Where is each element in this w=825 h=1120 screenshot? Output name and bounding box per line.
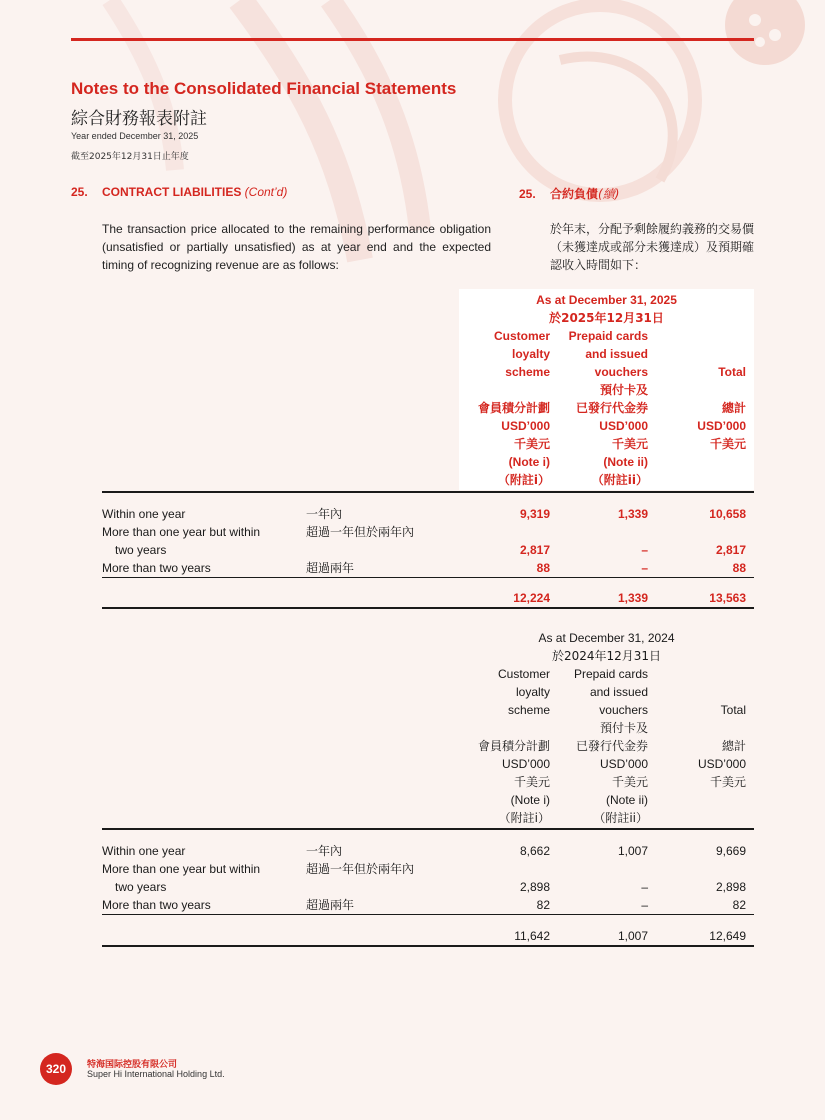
t25-col1-note: (Note i) (508, 455, 550, 469)
t24-col2-l2: and issued (589, 685, 648, 699)
t25-col2-note-cn: （附註ii） (591, 473, 648, 487)
t25-row1-label-cn: 一年內 (306, 507, 343, 521)
t24-col2-cn: 已發行代金券 (575, 739, 648, 753)
footer-company-cn: 特海国际控股有限公司 (87, 1060, 178, 1070)
t25-col1-l3: scheme (505, 365, 550, 379)
t24-col2-note-cn: （附註ii） (593, 811, 648, 825)
t25-total-rule (102, 607, 754, 609)
t24-total-v3: 12,649 (709, 929, 746, 943)
t24-subtotal-rule (102, 914, 754, 915)
t25-col1-note-cn: （附註i） (497, 473, 550, 487)
t24-col1-l2: loyalty (515, 685, 550, 699)
t24-total-v2: 1,007 (617, 929, 648, 943)
t25-row1-label-en: Within one year (102, 507, 186, 521)
t24-row3-label-cn: 超過兩年 (306, 898, 355, 912)
t24-row2-v2: – (641, 880, 648, 894)
t25-row3-v1: 88 (536, 561, 550, 575)
t25-row1-v2: 1,339 (617, 507, 648, 521)
t25-col2-cn: 已發行代金券 (575, 401, 648, 415)
t25-col2-l1: Prepaid cards (568, 329, 648, 343)
t25-col2-l3: vouchers (594, 365, 648, 379)
section-contd-cn: (續) (598, 187, 620, 201)
page-title-en: Notes to the Consolidated Financial Statements (71, 79, 457, 98)
t24-col2-note: (Note ii) (605, 793, 648, 807)
t24-row1-label-en: Within one year (102, 844, 186, 858)
t25-col2-unit: USD’000 (599, 419, 648, 433)
t24-row1-v2: 1,007 (617, 844, 648, 858)
t24-row2-v3: 2,898 (715, 880, 746, 894)
t25-col2-note: (Note ii) (603, 455, 648, 469)
t25-row2-label-en-l1: More than one year but within (102, 525, 261, 539)
t24-col2-l1: Prepaid cards (573, 667, 648, 681)
table-2025-date-en: As at December 31, 2025 (536, 293, 677, 307)
t25-total-v2: 1,339 (617, 591, 648, 605)
t25-row1-v3: 10,658 (709, 507, 746, 521)
section-heading-cn (519, 185, 619, 202)
t24-row3-v1: 82 (536, 898, 550, 912)
t24-row2-label-en-l1: More than one year but within (102, 862, 261, 876)
section-title-en: CONTRACT LIABILITIES (102, 185, 242, 199)
t24-row3-v3: 82 (732, 898, 746, 912)
t24-row2-label-cn: 超過一年但於兩年內 (306, 862, 415, 876)
t24-row1-v3: 9,669 (715, 844, 746, 858)
period-en: Year ended December 31, 2025 (71, 131, 199, 141)
t24-row2-label-en-l2: two years (115, 880, 167, 894)
section-number-cn: 25. (519, 187, 536, 201)
section-number-en: 25. (71, 185, 88, 199)
t24-row3-v2: – (641, 898, 648, 912)
t24-row1-label-cn: 一年內 (306, 844, 343, 858)
t24-total-v1: 11,642 (514, 929, 550, 943)
t25-col3-cn: 總計 (721, 401, 746, 415)
table-2024-date-cn: 於2024年12月31日 (551, 649, 662, 663)
t25-col1-l1: Customer (493, 329, 550, 343)
t25-col2-l4: 預付卡及 (599, 383, 648, 397)
section-heading-en (71, 185, 287, 199)
t24-row1-v1: 8,662 (519, 844, 550, 858)
footer-company-en: Super Hi International Holding Ltd. (87, 1069, 225, 1079)
table-2025-date-cn: 於2025年12月31日 (549, 311, 664, 325)
t24-col1-note-cn: （附註i） (498, 811, 550, 825)
t25-col1-cn: 會員積分計劃 (477, 401, 550, 415)
t24-header-rule (102, 828, 754, 830)
t25-row1-v1: 9,319 (519, 507, 550, 521)
t25-row2-v1: 2,817 (519, 543, 550, 557)
t25-col1-l2: loyalty (511, 347, 550, 361)
t24-col1-unit: USD’000 (501, 757, 550, 771)
t25-subtotal-rule (102, 577, 754, 578)
t25-col2-l2: and issued (585, 347, 648, 361)
t24-col1-unit-cn: 千美元 (513, 775, 550, 789)
t24-col2-unit-cn: 千美元 (611, 775, 648, 789)
page-number-badge: 320 (40, 1053, 72, 1085)
intro-paragraph-cn: 於年末，分配予剩餘履約義務的交易價（未獲達成或部分未獲達成）及預期確認收入時間如下： (550, 222, 755, 272)
section-title-cn: 合約負債 (550, 187, 599, 201)
table-2024-date-en: As at December 31, 2024 (538, 631, 675, 645)
t25-row3-label-cn: 超過兩年 (306, 561, 355, 575)
t25-row2-v2: – (641, 543, 648, 557)
t25-total-v1: 12,224 (513, 591, 550, 605)
t24-col1-l1: Customer (497, 667, 550, 681)
t24-total-rule (102, 945, 754, 947)
t24-col3-cn: 總計 (721, 739, 746, 753)
period-cn: 截至2025年12月31日止年度 (71, 152, 189, 162)
intro-paragraph-en: The transaction price allocated to the remaining performance obligation (unsatisfied or partially unsatisfied) as at year end and the expected timing of recognizing revenue are as follows: (102, 222, 491, 272)
t24-row2-v1: 2,898 (519, 880, 550, 894)
t24-col3-unit: USD’000 (697, 757, 746, 771)
t25-col2-unit-cn: 千美元 (611, 437, 648, 451)
t25-col1-unit-cn: 千美元 (513, 437, 550, 451)
section-contd-en: (Cont’d) (244, 185, 288, 199)
t24-col1-cn: 會員積分計劃 (477, 739, 550, 753)
t25-row3-v3: 88 (732, 561, 746, 575)
t24-col3-unit-cn: 千美元 (709, 775, 746, 789)
t24-col2-l4: 預付卡及 (599, 721, 648, 735)
t25-row2-label-en-l2: two years (115, 543, 167, 557)
page-title-cn: 綜合財務報表附註 (71, 109, 207, 129)
header-rule (71, 38, 754, 41)
t25-col3-unit: USD’000 (697, 419, 746, 433)
t24-col1-l3: scheme (507, 703, 550, 717)
t24-col2-unit: USD’000 (599, 757, 648, 771)
t25-row3-label-en: More than two years (102, 561, 211, 575)
t24-row3-label-en: More than two years (102, 898, 211, 912)
t24-col1-note: (Note i) (510, 793, 550, 807)
t25-col3-unit-cn: 千美元 (709, 437, 746, 451)
t24-col2-l3: vouchers (599, 703, 648, 717)
t25-row2-label-cn: 超過一年但於兩年內 (306, 525, 415, 539)
t24-col3-label: Total (720, 703, 746, 717)
t25-col3-label: Total (718, 365, 746, 379)
t25-header-rule (102, 491, 754, 493)
t25-total-v3: 13,563 (709, 591, 746, 605)
t25-row2-v3: 2,817 (715, 543, 746, 557)
t25-row3-v2: – (641, 561, 648, 575)
t25-col1-unit: USD’000 (501, 419, 550, 433)
